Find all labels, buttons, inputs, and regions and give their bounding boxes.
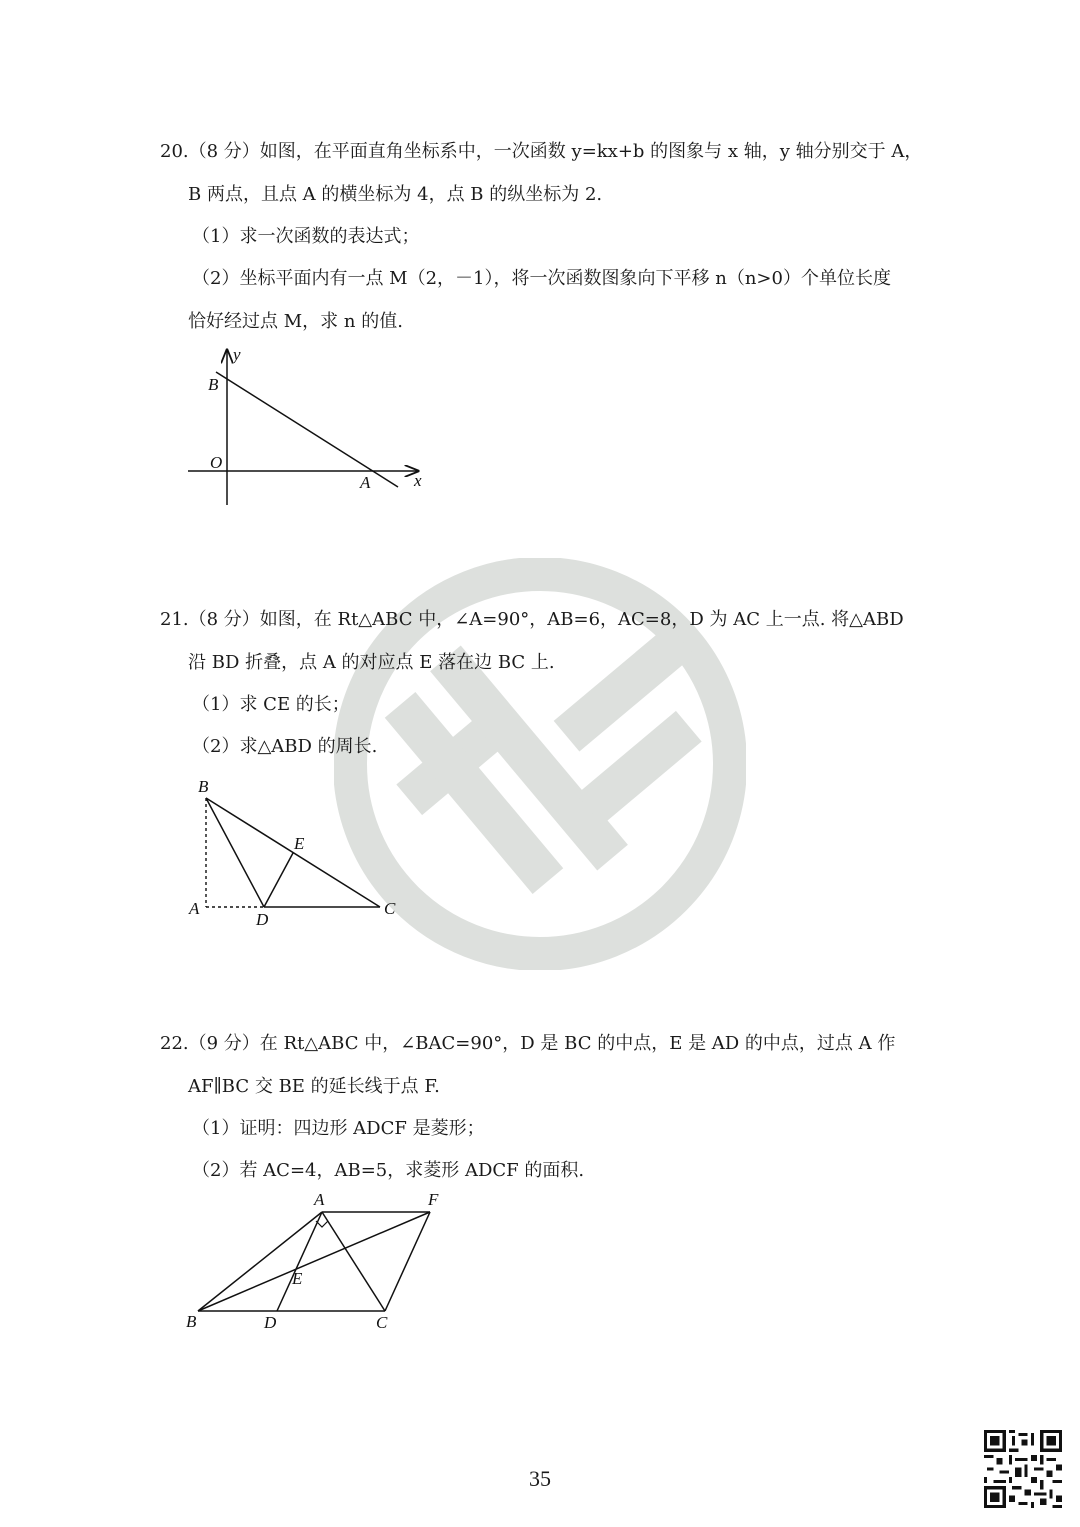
problem-21-part-1: （1）求 CE 的长； — [192, 694, 350, 715]
label-point-a: A — [360, 473, 371, 492]
qr-code-icon[interactable] — [984, 1430, 1062, 1508]
label-c: C — [384, 899, 396, 918]
problem-22-line-2: AF∥BC 交 BE 的延长线于点 F. — [188, 1076, 440, 1097]
label-f: F — [428, 1190, 439, 1209]
label-d: D — [264, 1313, 277, 1332]
label-y: y — [233, 345, 241, 364]
problem-21-line-1: 21.（8 分）如图，在 Rt△ABC 中，∠A=90°，AB=6，AC=8，D 为 AC 上一点. 将△ABD — [160, 609, 904, 630]
problem-22-part-2: （2）若 AC=4，AB=5，求菱形 ADCF 的面积. — [192, 1160, 585, 1181]
segment-bd — [206, 798, 264, 907]
segment-bc — [206, 798, 380, 907]
segment-bf — [198, 1212, 430, 1311]
label-point-b: B — [208, 375, 219, 394]
label-b: B — [186, 1312, 197, 1331]
label-e: E — [292, 1269, 303, 1288]
page-number: 35 — [529, 1466, 551, 1491]
problem-20-line-2: B 两点，且点 A 的横坐标为 4，点 B 的纵坐标为 2. — [188, 184, 603, 205]
function-line — [216, 372, 398, 487]
label-origin: O — [210, 453, 223, 472]
label-b: B — [198, 777, 209, 796]
segment-cf — [385, 1212, 430, 1311]
problem-20-part-2: （2）坐标平面内有一点 M（2，－1），将一次函数图象向下平移 n（n>0）个单位长度 — [192, 268, 891, 289]
problem-22-part-1: （1）证明：四边形 ADCF 是菱形； — [192, 1118, 485, 1139]
segment-ac — [322, 1212, 385, 1311]
problem-20-part-2-cont: 恰好经过点 M，求 n 的值. — [188, 311, 403, 332]
rhombus-figure — [180, 1185, 450, 1340]
problem-20-part-1: （1）求一次函数的表达式； — [192, 226, 420, 247]
problem-21-line-2: 沿 BD 折叠，点 A 的对应点 E 落在边 BC 上. — [188, 652, 555, 673]
label-a: A — [189, 899, 200, 918]
label-e: E — [294, 834, 305, 853]
problem-21-part-2: （2）求△ABD 的周长. — [192, 736, 378, 757]
coordinate-figure — [180, 340, 440, 515]
segment-de — [264, 853, 293, 907]
segment-ab — [198, 1212, 322, 1311]
label-x: x — [414, 471, 422, 490]
label-a: A — [314, 1190, 325, 1209]
problem-20-line-1: 20.（8 分）如图，在平面直角坐标系中，一次函数 y=kx+b 的图象与 x 轴，y 轴分别交于 A， — [160, 141, 923, 162]
label-c: C — [376, 1313, 388, 1332]
label-d: D — [256, 910, 269, 929]
problem-22-line-1: 22.（9 分）在 Rt△ABC 中，∠BAC=90°，D 是 BC 的中点，E 是 AD 的中点，过点 A 作 — [160, 1033, 896, 1054]
triangle-fold-figure — [180, 770, 410, 935]
